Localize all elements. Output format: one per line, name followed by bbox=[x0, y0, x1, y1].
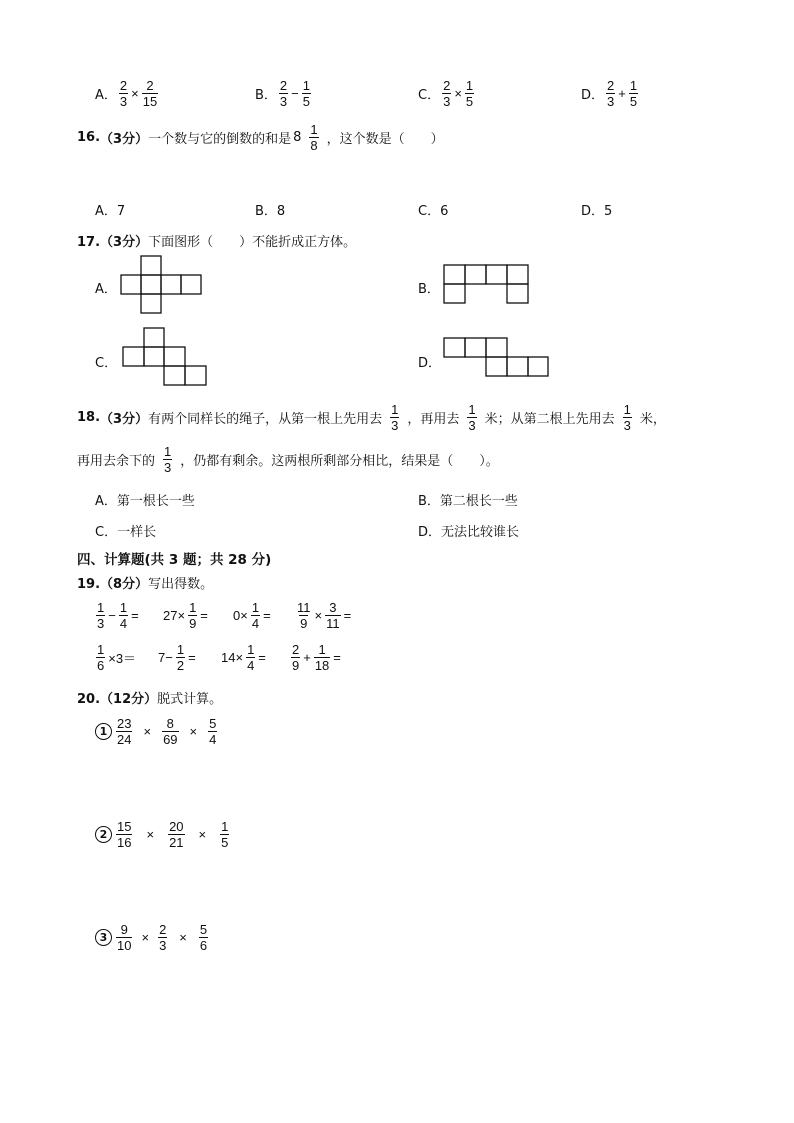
q19-expr-4 bbox=[294, 600, 352, 631]
question-number: 17. bbox=[77, 235, 101, 250]
option-text: 第二根长一些 bbox=[439, 494, 518, 509]
fraction: $\frac{23}{24}$ bbox=[117, 716, 132, 747]
operator: − bbox=[108, 608, 116, 623]
operator: × bbox=[143, 724, 152, 739]
equals: = bbox=[200, 608, 208, 623]
question-text: 脱式计算。 bbox=[157, 692, 223, 707]
cube-net-b bbox=[442, 264, 532, 308]
q19-expr-7 bbox=[220, 642, 267, 673]
option-label: A． bbox=[95, 204, 117, 219]
expression-part: 14× bbox=[221, 650, 244, 665]
fraction: $\frac{1}{5}$ bbox=[221, 819, 229, 850]
fraction: $\frac{1}{3}$ bbox=[623, 402, 631, 433]
option-text: 5 bbox=[604, 204, 613, 219]
q15-option-c[interactable] bbox=[418, 78, 476, 109]
q20-item-2 bbox=[95, 819, 231, 850]
question-18-line-1 bbox=[77, 402, 666, 433]
circled-number: 2 bbox=[95, 826, 112, 843]
option-text: 8 bbox=[276, 204, 286, 219]
question-text: 一个数与它的倒数的和是 bbox=[148, 132, 292, 147]
q19-expr-3 bbox=[232, 600, 272, 631]
question-score: （3分） bbox=[100, 412, 149, 427]
question-number: 19. bbox=[77, 577, 101, 592]
option-label: C． bbox=[418, 88, 441, 103]
operator: × bbox=[131, 86, 139, 101]
question-score: （3分） bbox=[100, 132, 149, 147]
option-text: 无法比较谁长 bbox=[441, 525, 520, 540]
q18-option-d[interactable] bbox=[418, 521, 519, 540]
q18-option-b[interactable] bbox=[418, 490, 518, 509]
q18-option-a[interactable] bbox=[95, 490, 195, 509]
question-20 bbox=[77, 688, 222, 707]
question-number: 18. bbox=[77, 410, 101, 425]
fraction: $\frac{1}{3}$ bbox=[391, 402, 399, 433]
option-label: C． bbox=[418, 204, 441, 219]
operator: × bbox=[314, 608, 323, 623]
q19-expr-8 bbox=[289, 642, 342, 673]
fraction: $\frac{1}{3}$ bbox=[164, 444, 172, 475]
q20-item-3 bbox=[95, 922, 210, 953]
fraction: $\frac{8}{69}$ bbox=[163, 716, 178, 747]
equals: = bbox=[258, 650, 266, 665]
q19-expr-1 bbox=[94, 600, 140, 631]
question-text: 再用去余下的 bbox=[77, 454, 156, 469]
question-number: 20. bbox=[77, 692, 101, 707]
equals: = bbox=[131, 608, 139, 623]
fraction: $\frac{1}{5}$ bbox=[465, 78, 474, 109]
fraction: $\frac{2}{3}$ bbox=[443, 78, 451, 109]
fraction: $\frac{1}{2}$ bbox=[176, 642, 185, 673]
option-label: B． bbox=[255, 204, 277, 219]
expression-part: 0× bbox=[233, 608, 248, 623]
q19-expr-2 bbox=[162, 600, 209, 631]
fraction: $\frac{1}{3}$ bbox=[468, 402, 476, 433]
question-score: （12分） bbox=[100, 692, 158, 707]
operator: × bbox=[454, 86, 462, 101]
option-text: 第一根长一些 bbox=[116, 494, 195, 509]
operator: × bbox=[146, 827, 155, 842]
q17-option-b-label[interactable]: B． bbox=[418, 282, 440, 297]
question-text: ，再用去 bbox=[407, 412, 460, 427]
question-score: （3分） bbox=[100, 235, 149, 250]
option-text: 7 bbox=[116, 204, 126, 219]
option-text: 一样长 bbox=[117, 525, 157, 540]
cube-net-c bbox=[120, 326, 212, 390]
question-text: 有两个同样长的绳子，从第一根上先用去 bbox=[148, 412, 383, 427]
fraction: $\frac{2}{3}$ bbox=[279, 78, 288, 109]
option-label: C． bbox=[95, 525, 118, 540]
cube-net-a bbox=[118, 255, 208, 317]
option-text: 6 bbox=[440, 204, 449, 219]
question-17 bbox=[77, 231, 356, 250]
option-label: B． bbox=[255, 88, 277, 103]
fraction: $\frac{1}{3}$ bbox=[97, 600, 105, 631]
fraction: $\frac{20}{21}$ bbox=[169, 819, 184, 850]
fraction: $\frac{5}{4}$ bbox=[209, 716, 217, 747]
fraction: $\frac{3}{11}$ bbox=[326, 600, 340, 631]
circled-number: 3 bbox=[95, 929, 112, 946]
q16-option-a[interactable] bbox=[95, 200, 125, 219]
question-text: 下面图形（ ）不能折成正方体。 bbox=[148, 235, 357, 250]
q17-option-a-label[interactable]: A． bbox=[95, 282, 117, 297]
q18-option-c[interactable] bbox=[95, 521, 156, 540]
q16-option-c[interactable] bbox=[418, 200, 448, 219]
operator: + bbox=[618, 86, 626, 101]
expression-part: 7− bbox=[158, 650, 173, 665]
q19-expr-6 bbox=[157, 642, 197, 673]
fraction: $\frac{9}{10}$ bbox=[117, 922, 132, 953]
equals: = bbox=[333, 650, 341, 665]
fraction: $\frac{1}{6}$ bbox=[97, 642, 105, 673]
equals: = bbox=[343, 608, 352, 623]
fraction: $\frac{15}{16}$ bbox=[117, 819, 132, 850]
question-text-end: ，这个数是（ ） bbox=[326, 132, 444, 147]
q17-option-d-label[interactable]: D． bbox=[418, 356, 442, 371]
fraction: $\frac{1}{4}$ bbox=[119, 600, 128, 631]
expression-part: ×3＝ bbox=[108, 651, 137, 666]
q16-option-b[interactable] bbox=[255, 200, 285, 219]
option-label: A． bbox=[95, 494, 117, 509]
fraction: $\frac{1}{4}$ bbox=[247, 642, 255, 673]
circled-number: 1 bbox=[95, 723, 112, 740]
fraction: $\frac{2}{3}$ bbox=[607, 78, 615, 109]
q15-option-b[interactable] bbox=[255, 78, 313, 109]
fraction: $\frac{2}{9}$ bbox=[292, 642, 300, 673]
mixed-number-fraction: $\frac{1}{8}$ bbox=[310, 122, 318, 153]
q19-expr-5 bbox=[94, 642, 137, 673]
operator: × bbox=[179, 930, 187, 945]
question-19 bbox=[77, 573, 213, 592]
fraction: $\frac{2}{15}$ bbox=[142, 78, 158, 109]
expression-part: 27× bbox=[163, 608, 186, 623]
equals: = bbox=[188, 650, 196, 665]
q17-option-c-label[interactable]: C． bbox=[95, 356, 118, 371]
option-label: D． bbox=[418, 525, 442, 540]
operator: × bbox=[141, 930, 150, 945]
operator: × bbox=[189, 724, 198, 739]
fraction: $\frac{5}{6}$ bbox=[199, 922, 208, 953]
equals: = bbox=[263, 608, 271, 623]
question-number: 16. bbox=[77, 130, 101, 145]
q16-option-d[interactable] bbox=[581, 200, 612, 219]
operator: − bbox=[291, 86, 299, 101]
cube-net-d bbox=[442, 336, 552, 382]
fraction: $\frac{11}{9}$ bbox=[297, 600, 311, 631]
fraction: $\frac{2}{3}$ bbox=[119, 78, 128, 109]
operator: + bbox=[303, 650, 311, 665]
option-label: D． bbox=[581, 204, 605, 219]
fraction: $\frac{1}{18}$ bbox=[314, 642, 330, 673]
fraction: $\frac{1}{5}$ bbox=[302, 78, 310, 109]
question-16 bbox=[77, 122, 444, 153]
q20-item-1 bbox=[95, 716, 219, 747]
mixed-number-whole: 8 bbox=[293, 130, 302, 145]
operator: × bbox=[198, 827, 207, 842]
question-score: （8分） bbox=[100, 577, 149, 592]
fraction: $\frac{2}{3}$ bbox=[159, 922, 167, 953]
option-label: A． bbox=[95, 88, 117, 103]
question-text: 米， bbox=[639, 412, 666, 427]
fraction: $\frac{1}{4}$ bbox=[251, 600, 260, 631]
fraction: $\frac{1}{5}$ bbox=[629, 78, 638, 109]
section-heading: 四、计算题(共 3 题；共 28 分) bbox=[77, 552, 272, 568]
question-text: ，仍都有剩余。这两根所剩部分相比，结果是（ ）。 bbox=[180, 454, 499, 469]
q15-option-a[interactable] bbox=[95, 78, 160, 109]
option-label: B． bbox=[418, 494, 440, 509]
fraction: $\frac{1}{9}$ bbox=[189, 600, 197, 631]
question-text: 写出得数。 bbox=[148, 577, 214, 592]
question-text: 米；从第二根上先用去 bbox=[484, 412, 615, 427]
q15-option-d[interactable] bbox=[581, 78, 640, 109]
option-label: D． bbox=[581, 88, 605, 103]
question-18-line-2 bbox=[77, 444, 499, 475]
